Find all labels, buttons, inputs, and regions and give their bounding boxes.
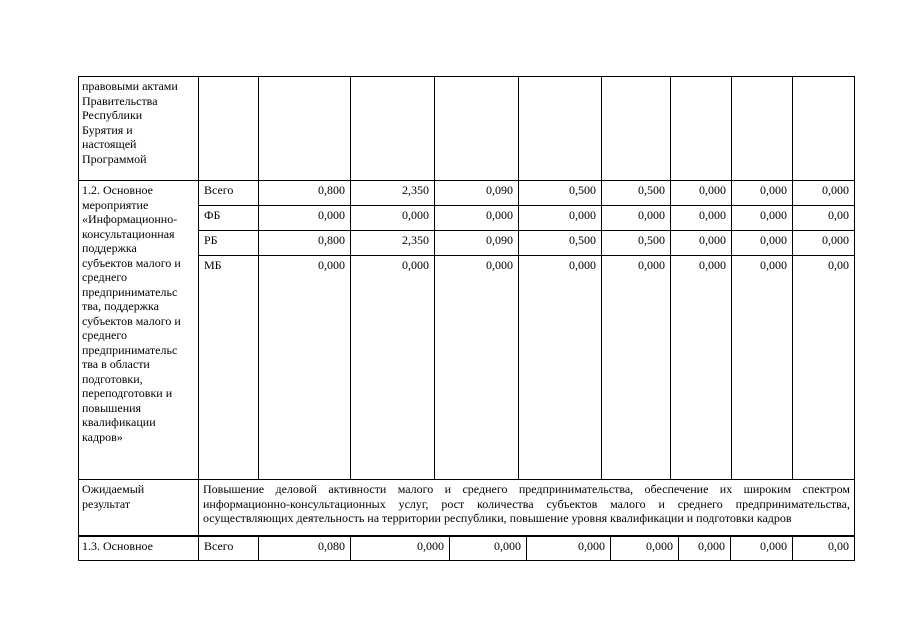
label-line: среднего bbox=[82, 328, 127, 342]
value-cell: 0,000 bbox=[731, 537, 793, 561]
value-cell: 0,500 bbox=[602, 231, 671, 256]
label-line: Правительства bbox=[82, 93, 158, 108]
label-line: Ожидаемый bbox=[82, 482, 145, 496]
value-cell: 0,500 bbox=[602, 181, 671, 206]
value-cell: 0,090 bbox=[435, 231, 519, 256]
value-cell: 0,000 bbox=[602, 256, 671, 480]
value-cell: 0,000 bbox=[732, 256, 793, 480]
value-cell: 0,800 bbox=[259, 231, 351, 256]
table-row-top bbox=[79, 77, 855, 181]
label-line: настоящей bbox=[82, 137, 137, 151]
value-cell: 0,800 bbox=[259, 181, 351, 206]
funding-source: Всего bbox=[199, 181, 259, 206]
value-cell: 0,000 bbox=[259, 256, 351, 480]
value-cell: 0,00 bbox=[793, 537, 855, 561]
label-line: квалификации bbox=[82, 415, 156, 429]
empty-cell bbox=[793, 77, 855, 181]
label-line: подготовки, bbox=[82, 371, 143, 386]
value-cell: 0,000 bbox=[259, 206, 351, 231]
value-cell: 0,080 bbox=[259, 537, 351, 561]
table-row bbox=[79, 181, 855, 206]
budget-table-continuation bbox=[78, 536, 855, 561]
value-cell: 2,350 bbox=[351, 231, 435, 256]
value-cell: 0,000 bbox=[435, 206, 519, 231]
value-cell: 0,000 bbox=[679, 537, 731, 561]
funding-source: Всего bbox=[199, 537, 259, 561]
value-cell: 0,000 bbox=[793, 181, 855, 206]
value-cell: 2,350 bbox=[351, 181, 435, 206]
value-cell: 0,000 bbox=[351, 537, 450, 561]
label-line: результат bbox=[82, 496, 131, 511]
table-row-expected-result bbox=[79, 480, 855, 536]
value-cell: 0,000 bbox=[351, 206, 435, 231]
value-cell: 0,000 bbox=[671, 256, 732, 480]
value-cell: 0,000 bbox=[671, 231, 732, 256]
label-line: повышения bbox=[82, 400, 142, 415]
label-line: субъектов малого и bbox=[82, 313, 181, 328]
value-cell: 0,000 bbox=[671, 181, 732, 206]
empty-cell bbox=[671, 77, 732, 181]
value-cell: 0,000 bbox=[351, 256, 435, 480]
row-label-legal-acts bbox=[79, 77, 199, 181]
empty-cell bbox=[519, 77, 602, 181]
label-line: субъектов малого и bbox=[82, 255, 181, 270]
value-cell: 0,000 bbox=[527, 537, 611, 561]
funding-source: ФБ bbox=[199, 206, 259, 231]
label-line: «Информационно- bbox=[82, 212, 178, 226]
value-cell: 0,000 bbox=[732, 231, 793, 256]
label-line: Бурятия и bbox=[82, 122, 133, 137]
empty-cell bbox=[732, 77, 793, 181]
label-line: правовыми актами bbox=[82, 79, 178, 93]
label-line: кадров» bbox=[82, 429, 123, 444]
label-line: Программой bbox=[82, 151, 147, 166]
label-line: поддержка bbox=[82, 241, 137, 255]
value-cell: 0,000 bbox=[519, 256, 602, 480]
value-cell: 0,000 bbox=[611, 537, 679, 561]
funding-source: РБ bbox=[199, 231, 259, 256]
label-line: мероприятие bbox=[82, 197, 149, 212]
empty-cell bbox=[199, 77, 259, 181]
label-line: тва, поддержка bbox=[82, 299, 159, 313]
label-line: консультационная bbox=[82, 226, 175, 241]
label-line: среднего bbox=[82, 270, 127, 284]
value-cell: 0,000 bbox=[435, 256, 519, 480]
budget-table bbox=[78, 76, 855, 536]
value-cell: 0,000 bbox=[602, 206, 671, 231]
label-line: тва в области bbox=[82, 357, 150, 371]
value-cell: 0,000 bbox=[793, 231, 855, 256]
expected-result-text: Повышение деловой активности малого и среднего предпринимательства, обеспечение их широким спектром информационно-консультационных услуг, рост количества субъектов малого и среднего предпринимательства, осуществляющих деятельность на территории республики, повышение уровня квалификации и подготовки кадров bbox=[199, 480, 855, 536]
row-label-1-2 bbox=[79, 181, 199, 480]
funding-source: МБ bbox=[199, 256, 259, 480]
empty-cell bbox=[259, 77, 351, 181]
row-label-1-3: 1.3. Основное bbox=[79, 537, 199, 561]
label-line: Республики bbox=[82, 108, 143, 122]
label-line: переподготовки и bbox=[82, 386, 173, 400]
empty-cell bbox=[435, 77, 519, 181]
empty-cell bbox=[351, 77, 435, 181]
value-cell: 0,000 bbox=[450, 537, 527, 561]
value-cell: 0,500 bbox=[519, 181, 602, 206]
value-cell: 0,090 bbox=[435, 181, 519, 206]
value-cell: 0,500 bbox=[519, 231, 602, 256]
value-cell: 0,000 bbox=[519, 206, 602, 231]
value-cell: 0,000 bbox=[732, 181, 793, 206]
value-cell: 0,000 bbox=[732, 206, 793, 231]
label-line: предпринимательс bbox=[82, 284, 178, 299]
label-line: 1.2. Основное bbox=[82, 183, 153, 197]
label-line: предпринимательс bbox=[82, 342, 178, 357]
empty-cell bbox=[602, 77, 671, 181]
expected-result-label bbox=[79, 480, 199, 536]
value-cell: 0,00 bbox=[793, 206, 855, 231]
value-cell: 0,000 bbox=[671, 206, 732, 231]
value-cell: 0,00 bbox=[793, 256, 855, 480]
table-row-1-3 bbox=[79, 537, 855, 561]
